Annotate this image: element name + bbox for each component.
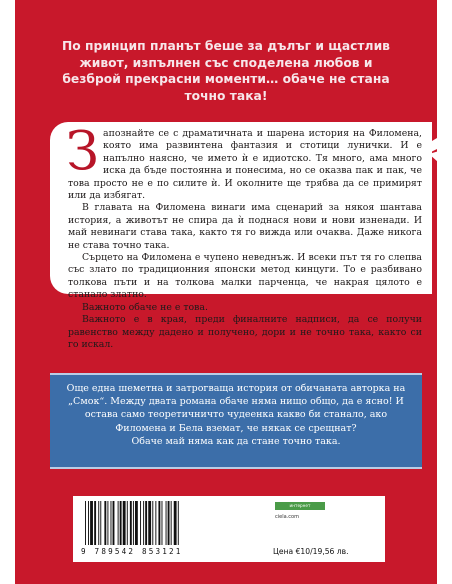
blurb-box <box>50 373 422 469</box>
description-paragraph-2: В главата на Филомена винаги има сценарий за някоя шантава история, а животът не спира да ѝ поднася нови и нови изненади. И май невинаги става така, както тя го вижда или очаква. Даже никога не става точно така. <box>68 202 422 251</box>
blurb-paragraph-2: Обаче май няма как да стане точно така. <box>131 435 341 447</box>
barcode <box>83 501 265 545</box>
cover-tagline: По принцип планът беше за дълъг и щастлив живот, изпълнен със споделена любов и безброй прекрасни моменти… обаче не стана точно така! <box>62 39 390 103</box>
heart-shard-decoration-icon <box>427 138 439 162</box>
store-site: ciela.com <box>275 514 299 520</box>
description-paragraph-1-text: апознайте се с драматичната и шарена история на Филомена, която има развинтена фантазия и стотици лунички. И е напълно наясно, че името ѝ е идиотско. Тя много, ама много иска да бъде постоянна и понесима, но се оказва пак и пак, че това просто не е по силите ѝ. И околните ще трябва да се примирят или да избягат. <box>68 128 422 202</box>
price-label: Цена €10/19,56 лв. <box>273 547 349 556</box>
store-tag: интернет книжарница <box>275 502 325 510</box>
drop-cap: З <box>66 121 100 182</box>
back-cover <box>15 0 437 584</box>
description-paragraph-5: Важното е в края, преди финалните надписи, да се получи равенство между дадено и получено, дори и не точно така, както си го искал. <box>68 314 422 350</box>
barcode-area <box>73 496 385 562</box>
isbn-number: 9 789542 853121 <box>81 547 183 556</box>
blurb-paragraph-1: Още една шеметна и затрогваща история от обичаната авторка на „Смок“. Между двата романа обаче няма нищо общо, да е ясно! И остава само теоретичничто чудеенка какво би станало, ако Филомена и Бела вземат, че някак се срещнат? <box>66 383 406 434</box>
description-paragraph-1 <box>66 121 422 202</box>
description-paragraph-3: Сърцето на Филомена е чупено неведнъж. И всеки път тя го слепва със злато по традиционния японски метод кинцуги. То е разбивано толкова пъти и на толкова малки парченца, че накрая цялото е станало златно. <box>68 252 422 301</box>
description-panel <box>50 121 432 350</box>
description-paragraph-4: Важното обаче не е това. <box>82 301 208 313</box>
